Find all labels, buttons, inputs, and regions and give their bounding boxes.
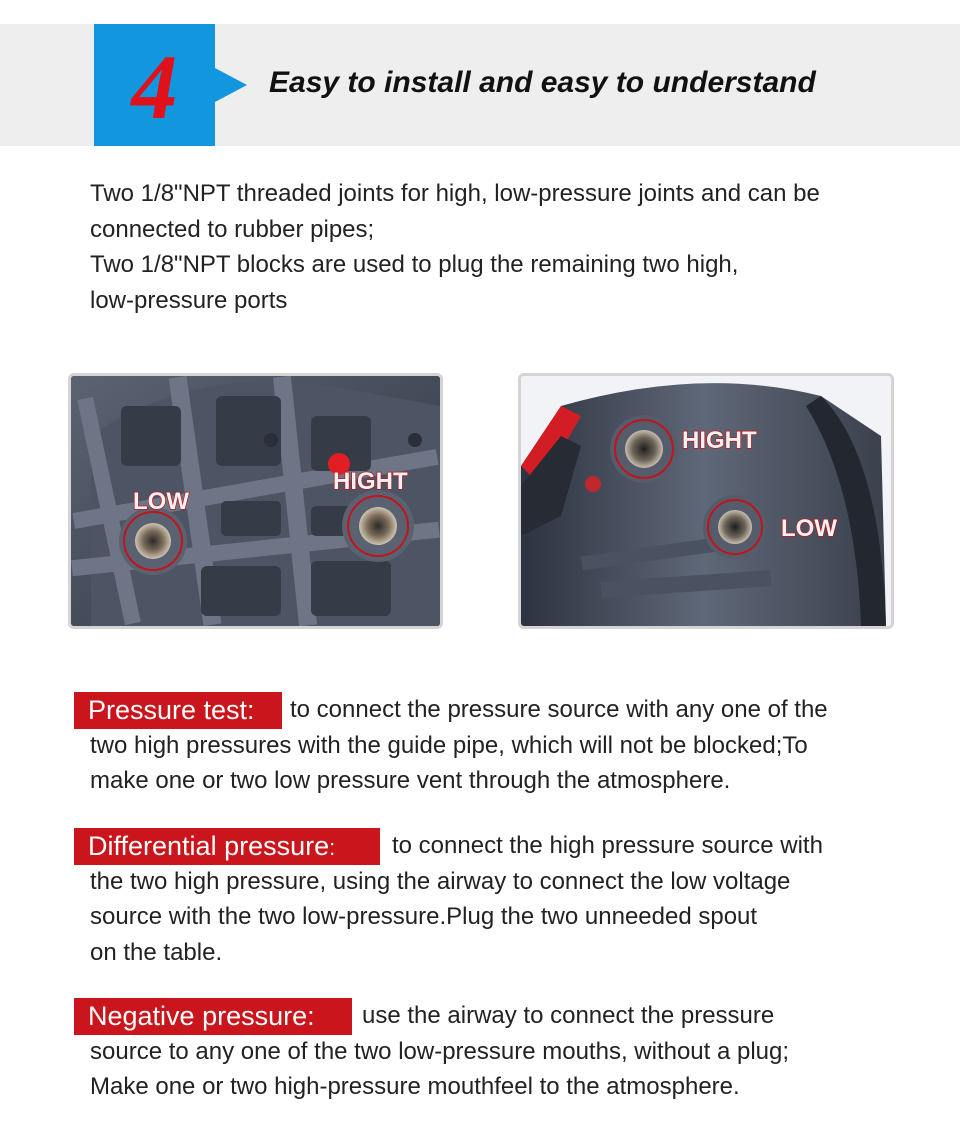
negative-pressure-label: Negative pressure: <box>74 998 352 1035</box>
intro-line: Two 1/8"NPT blocks are used to plug the remaining two high, <box>90 251 739 278</box>
text-line: use the airway to connect the pressure <box>362 1002 775 1029</box>
arrow-right-icon <box>215 68 247 102</box>
low-port-label: LOW <box>133 488 189 515</box>
intro-paragraph <box>90 176 890 318</box>
differential-pressure-label <box>74 828 380 865</box>
pressure-test-label: Pressure test: <box>74 692 282 729</box>
text-line: source with the two low-pressure.Plug the two unneeded spout <box>90 903 758 930</box>
differential-pressure-label-colon: : <box>329 835 336 860</box>
text-line: to connect the high pressure source with <box>392 832 823 859</box>
text-line: on the table. <box>90 938 223 966</box>
gauge-side-photo <box>518 373 894 629</box>
negative-pressure-section <box>74 998 894 1105</box>
section-heading: Easy to install and easy to understand <box>269 66 816 99</box>
intro-line: connected to rubber pipes; <box>90 215 375 243</box>
text-line: make one or two low pressure vent through the atmosphere. <box>90 767 731 794</box>
high-port-label: HIGHT <box>682 427 757 454</box>
differential-pressure-label-text: Differential pressure <box>88 831 330 861</box>
step-number: 4 <box>131 36 178 138</box>
intro-line: Two 1/8"NPT threaded joints for high, low-pressure joints and can be <box>90 180 820 207</box>
text-line: to connect the pressure source with any one of the <box>290 696 828 723</box>
high-port-label: HIGHT <box>333 468 408 495</box>
intro-line: low-pressure ports <box>90 286 288 314</box>
step-number-badge <box>94 24 215 146</box>
low-port-label: LOW <box>781 515 837 542</box>
differential-pressure-section <box>74 828 894 970</box>
text-line: source to any one of the two low-pressure mouths, without a plug; <box>90 1037 790 1065</box>
gauge-back-photo <box>68 373 443 629</box>
text-line: Make one or two high-pressure mouthfeel to the atmosphere. <box>90 1073 740 1100</box>
text-line: the two high pressure, using the airway to connect the low voltage <box>90 867 791 895</box>
pressure-test-section <box>74 692 894 799</box>
text-line: two high pressures with the guide pipe, which will not be blocked;To <box>90 731 808 759</box>
